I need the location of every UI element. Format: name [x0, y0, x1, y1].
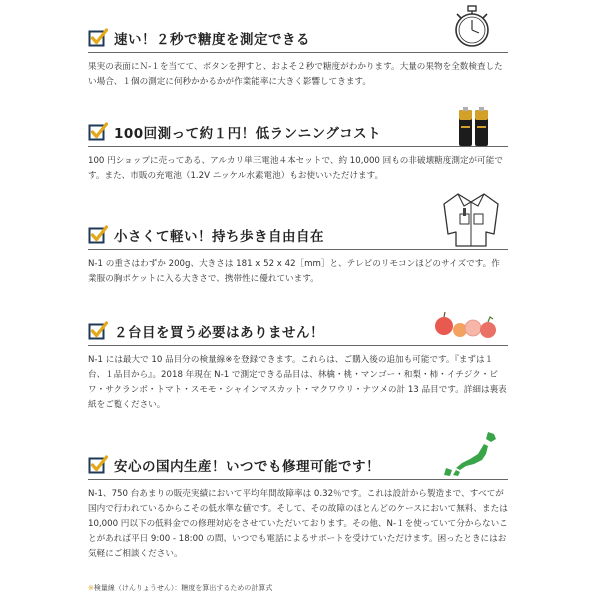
footnote-text: 検量線（けんりょうせん）：糖度を算出するための計算式	[93, 584, 273, 592]
checkbox-check-icon	[88, 28, 108, 48]
section-title: 100回測って約１円！低ランニングコスト	[114, 126, 382, 142]
section-heading	[88, 26, 310, 50]
section-heading	[88, 453, 380, 477]
footnote	[88, 583, 272, 593]
section-divider	[88, 479, 508, 480]
section-title: 速い！２秒で糖度を測定できる	[114, 32, 310, 48]
footnote-mark: ※	[88, 584, 94, 592]
work-shirt-icon	[440, 190, 502, 248]
section-body: N-1 の重さはわずか 200g、大きさは 181 x 52 x 42［mm］と、テレビのリモコンほどのサイズです。作業服の胸ポケットに入る大きさで、携帯性に優れています。	[88, 259, 500, 284]
batteries-icon	[455, 104, 495, 150]
checkbox-check-icon	[88, 321, 108, 341]
section-divider	[88, 345, 508, 346]
japan-map-icon	[436, 430, 502, 478]
checkbox-check-icon	[88, 122, 108, 142]
fruits-icon	[430, 304, 502, 344]
section-title: ２台目を買う必要はありません！	[114, 325, 324, 341]
section-heading	[88, 120, 381, 144]
section-body: N-1、750 台あまりの販売実績において平均年間故障率は 0.32％です。これは設計から製造まで、すべてが国内で行われているからこその低水準な値です。そして、その故障のほとんどのケースにおいて無料、または 10,000 円以下の低料金での修理対応をさせていただいております。その他、N-１を使っていて分からないことがあれば平日 9:00 - 18:00 の間、いつでも電話によるサポートを受けていただけます。困ったときにはお気軽にご相談ください。	[88, 489, 508, 559]
checkbox-check-icon	[88, 225, 108, 245]
stopwatch-icon	[448, 4, 496, 50]
section-body: 果実の表面にＮ-１を当てて、ボタンを押すと、およそ２秒で糖度がわかります。大量の果物を全数検査したい場合、１個の測定に何秒かかるかが作業能率に大きく影響してきます。	[88, 62, 503, 87]
section-title: 小さくて軽い！持ち歩き自由自在	[114, 229, 324, 245]
section-title: 安心の国内生産！いつでも修理可能です！	[114, 459, 380, 475]
section-heading	[88, 319, 324, 343]
section-heading	[88, 223, 324, 247]
section-divider	[88, 249, 508, 250]
checkbox-check-icon	[88, 455, 108, 475]
section-divider	[88, 52, 508, 53]
section-divider	[88, 146, 508, 147]
section-body: 100 円ショップに売ってある、アルカリ単三電池４本セットで、約 10,000 回もの非破壊糖度測定が可能です。また、市販の充電池（1.2V ニッケル水素電池）もお使いいただけます。	[88, 156, 503, 181]
section-body: N-1 には最大で 10 品目分の検量線※を登録できます。これらは、ご購入後の追加も可能です。『まずは１台、１品目から』。2018 年現在 N-1 で測定できる品目は、林檎・桃・マンゴー・和梨・柿・イチジク・ビワ・サクランボ・トマト・スモモ・シャインマスカット・マクワウリ・ナツメの計 13 品目です。詳細は裏表紙をご覧ください。	[88, 355, 507, 410]
